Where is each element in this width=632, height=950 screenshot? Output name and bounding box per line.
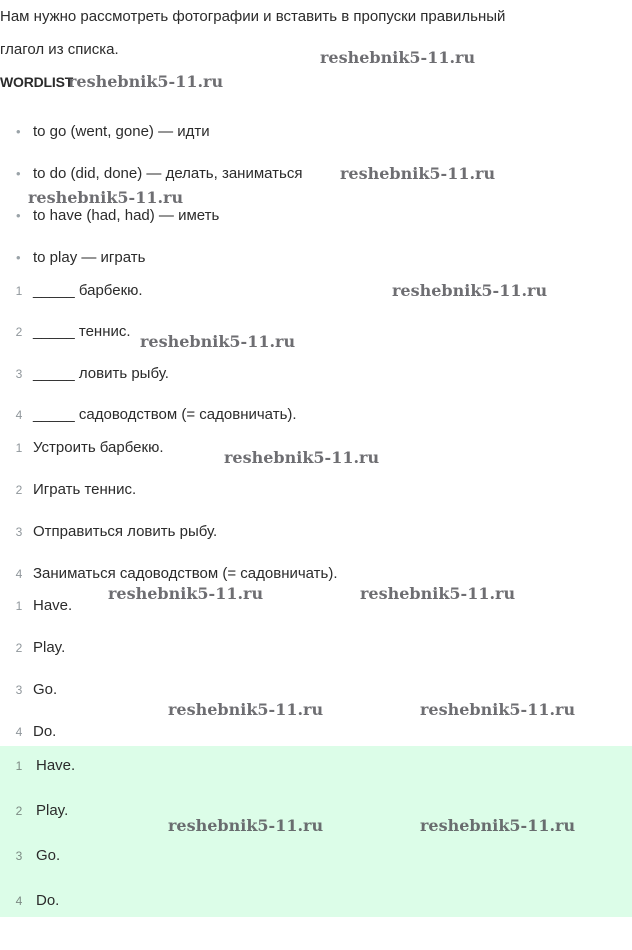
item-number: 4 <box>15 894 23 908</box>
watermark: reshebnik5-11.ru <box>392 281 548 300</box>
bullet-dot: • <box>16 208 21 223</box>
watermark: reshebnik5-11.ru <box>68 72 224 91</box>
watermark: reshebnik5-11.ru <box>340 164 496 183</box>
exercise-item: _____ теннис. <box>33 323 131 340</box>
answer-item: Go. <box>33 681 58 698</box>
wordlist-title: WORDLIST <box>0 74 74 90</box>
intro-text-line-1: Нам нужно рассмотреть фотографии и вставить в пропуски правильный <box>0 8 506 25</box>
watermark: reshebnik5-11.ru <box>140 332 296 351</box>
answer-item: Have. <box>33 597 73 614</box>
watermark: reshebnik5-11.ru <box>360 584 516 603</box>
item-number: 2 <box>15 483 23 497</box>
translation-item: Отправиться ловить рыбу. <box>33 523 218 540</box>
item-number: 3 <box>15 683 23 697</box>
item-number: 3 <box>15 367 23 381</box>
highlighted-answer-item: Go. <box>36 847 61 864</box>
bullet-dot: • <box>16 166 21 181</box>
item-number: 1 <box>15 599 23 613</box>
watermark: reshebnik5-11.ru <box>28 188 184 207</box>
item-number: 4 <box>15 725 23 739</box>
item-number: 3 <box>15 525 23 539</box>
highlighted-answer-item: Have. <box>36 757 76 774</box>
item-number: 4 <box>15 408 23 422</box>
wordlist-item: to do (did, done) — делать, заниматься <box>33 165 303 182</box>
answer-item: Play. <box>33 639 66 656</box>
exercise-item: _____ садоводством (= садовничать). <box>33 406 297 423</box>
watermark: reshebnik5-11.ru <box>224 448 380 467</box>
wordlist-item: to go (went, gone) — идти <box>33 123 210 140</box>
watermark: reshebnik5-11.ru <box>108 584 264 603</box>
watermark: reshebnik5-11.ru <box>168 816 324 835</box>
watermark: reshebnik5-11.ru <box>320 48 476 67</box>
item-number: 1 <box>15 441 23 455</box>
exercise-item: _____ барбекю. <box>33 282 143 299</box>
item-number: 1 <box>15 284 23 298</box>
translation-item: Играть теннис. <box>33 481 137 498</box>
watermark: reshebnik5-11.ru <box>168 700 324 719</box>
item-number: 2 <box>15 804 23 818</box>
bullet-dot: • <box>16 250 21 265</box>
watermark: reshebnik5-11.ru <box>420 816 576 835</box>
item-number: 2 <box>15 325 23 339</box>
wordlist-item: to play — играть <box>33 249 146 266</box>
intro-text-line-2: глагол из списка. <box>0 41 119 58</box>
item-number: 2 <box>15 641 23 655</box>
exercise-item: _____ ловить рыбу. <box>33 365 169 382</box>
highlighted-answer-item: Do. <box>36 892 60 909</box>
watermark: reshebnik5-11.ru <box>420 700 576 719</box>
item-number: 3 <box>15 849 23 863</box>
highlighted-answer-item: Play. <box>36 802 69 819</box>
translation-item: Устроить барбекю. <box>33 439 164 456</box>
bullet-dot: • <box>16 124 21 139</box>
translation-item: Заниматься садоводством (= садовничать). <box>33 565 338 582</box>
item-number: 1 <box>15 759 23 773</box>
answer-item: Do. <box>33 723 57 740</box>
item-number: 4 <box>15 567 23 581</box>
wordlist-item: to have (had, had) — иметь <box>33 207 220 224</box>
